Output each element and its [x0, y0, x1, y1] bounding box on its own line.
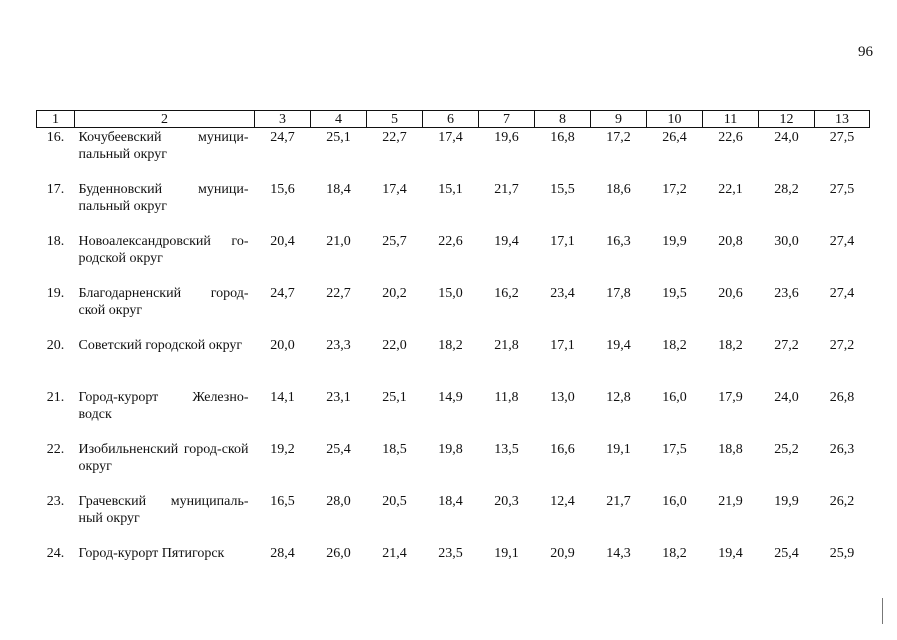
value-cell: 24,0	[774, 390, 799, 405]
value-cell: 20,5	[382, 494, 407, 509]
value-cell: 15,5	[550, 182, 575, 197]
value-cell: 23,1	[326, 390, 351, 405]
column-header: 8	[535, 111, 591, 128]
value-cell: 22,1	[718, 182, 743, 197]
value-cell: 24,0	[774, 130, 799, 145]
column-header: 9	[591, 111, 647, 128]
value-cell: 28,4	[270, 546, 295, 561]
value-cell: 19,6	[494, 130, 519, 145]
value-cell: 26,3	[829, 442, 855, 457]
value-cell: 16,2	[494, 286, 519, 301]
table-row	[37, 284, 870, 336]
value-cell: 21,7	[494, 182, 519, 197]
value-cell: 14,1	[270, 390, 295, 405]
table-row	[37, 440, 870, 492]
value-cell: 17,4	[438, 130, 463, 145]
value-cell: 21,9	[718, 494, 743, 509]
column-header: 13	[815, 111, 870, 128]
value-cell: 23,4	[550, 286, 575, 301]
table-body	[37, 128, 870, 566]
value-cell: 22,7	[326, 286, 351, 301]
row-number: 24.	[46, 546, 65, 561]
row-number: 21.	[46, 390, 65, 405]
value-cell: 25,2	[774, 442, 799, 457]
value-cell: 23,5	[438, 546, 463, 561]
value-cell: 16,0	[662, 494, 687, 509]
value-cell: 21,0	[326, 234, 351, 249]
value-cell: 22,7	[382, 130, 407, 145]
value-cell: 15,6	[270, 182, 295, 197]
value-cell: 19,4	[606, 338, 631, 353]
value-cell: 27,5	[829, 130, 855, 145]
value-cell: 22,6	[718, 130, 743, 145]
value-cell: 15,1	[438, 182, 463, 197]
value-cell: 19,8	[438, 442, 463, 457]
row-number: 19.	[46, 286, 65, 301]
value-cell: 25,1	[382, 390, 407, 405]
value-cell: 16,5	[270, 494, 295, 509]
value-cell: 27,2	[774, 338, 799, 353]
district-name: Грачевский муниципаль-ный округ	[78, 494, 249, 526]
value-cell: 17,9	[718, 390, 743, 405]
column-header: 4	[311, 111, 367, 128]
value-cell: 19,9	[774, 494, 799, 509]
value-cell: 24,7	[270, 130, 295, 145]
value-cell: 25,4	[326, 442, 351, 457]
value-cell: 18,4	[438, 494, 463, 509]
value-cell: 20,6	[718, 286, 743, 301]
value-cell: 17,1	[550, 338, 575, 353]
table-row	[37, 336, 870, 388]
value-cell: 21,7	[606, 494, 631, 509]
value-cell: 27,2	[829, 338, 855, 353]
column-header: 12	[759, 111, 815, 128]
value-cell: 20,2	[382, 286, 407, 301]
value-cell: 26,8	[829, 390, 855, 405]
value-cell: 27,5	[829, 182, 855, 197]
table-row	[37, 492, 870, 544]
value-cell: 26,4	[662, 130, 687, 145]
value-cell: 23,3	[326, 338, 351, 353]
row-number: 22.	[46, 442, 65, 457]
value-cell: 18,6	[606, 182, 631, 197]
value-cell: 15,0	[438, 286, 463, 301]
column-header: 2	[75, 111, 255, 128]
column-header: 7	[479, 111, 535, 128]
table-row	[37, 544, 870, 565]
value-cell: 20,3	[494, 494, 519, 509]
column-header: 6	[423, 111, 479, 128]
column-header: 5	[367, 111, 423, 128]
row-number: 18.	[46, 234, 65, 249]
district-name: Новоалександровский го-родской округ	[78, 234, 249, 266]
value-cell: 19,4	[494, 234, 519, 249]
value-cell: 25,4	[774, 546, 799, 561]
value-cell: 24,7	[270, 286, 295, 301]
value-cell: 20,9	[550, 546, 575, 561]
value-cell: 19,2	[270, 442, 295, 457]
value-cell: 16,8	[550, 130, 575, 145]
value-cell: 27,4	[829, 286, 855, 301]
value-cell: 17,5	[662, 442, 687, 457]
column-header: 11	[703, 111, 759, 128]
value-cell: 14,3	[606, 546, 631, 561]
value-cell: 19,1	[494, 546, 519, 561]
page-number: 96	[858, 44, 873, 60]
value-cell: 18,2	[718, 338, 743, 353]
value-cell: 23,6	[774, 286, 799, 301]
value-cell: 21,8	[494, 338, 519, 353]
column-header: 1	[37, 111, 75, 128]
value-cell: 25,9	[829, 546, 855, 561]
value-cell: 17,4	[382, 182, 407, 197]
value-cell: 14,9	[438, 390, 463, 405]
value-cell: 17,1	[550, 234, 575, 249]
value-cell: 18,4	[326, 182, 351, 197]
value-cell: 11,8	[494, 390, 519, 405]
row-number: 16.	[46, 130, 65, 145]
district-name: Благодарненский город-ской округ	[78, 286, 249, 318]
value-cell: 25,7	[382, 234, 407, 249]
district-name: Город-курорт Железно-водск	[78, 390, 249, 422]
value-cell: 20,8	[718, 234, 743, 249]
value-cell: 28,0	[326, 494, 351, 509]
value-cell: 13,0	[550, 390, 575, 405]
value-cell: 13,5	[494, 442, 519, 457]
value-cell: 16,0	[662, 390, 687, 405]
value-cell: 21,4	[382, 546, 407, 561]
value-cell: 19,1	[606, 442, 631, 457]
data-table	[36, 110, 870, 565]
value-cell: 12,4	[550, 494, 575, 509]
district-name: Кочубеевский муници-пальный округ	[78, 130, 249, 162]
value-cell: 18,2	[662, 546, 687, 561]
column-header: 3	[255, 111, 311, 128]
district-name: Советский городской округ	[78, 338, 243, 353]
row-number: 20.	[46, 338, 65, 353]
value-cell: 17,2	[606, 130, 631, 145]
value-cell: 25,1	[326, 130, 351, 145]
value-cell: 18,5	[382, 442, 407, 457]
value-cell: 28,2	[774, 182, 799, 197]
value-cell: 30,0	[774, 234, 799, 249]
value-cell: 19,4	[718, 546, 743, 561]
value-cell: 16,3	[606, 234, 631, 249]
value-cell: 17,8	[606, 286, 631, 301]
column-header: 10	[647, 111, 703, 128]
value-cell: 27,4	[829, 234, 855, 249]
value-cell: 20,4	[270, 234, 295, 249]
value-cell: 22,0	[382, 338, 407, 353]
table-row	[37, 388, 870, 440]
value-cell: 12,8	[606, 390, 631, 405]
table-row	[37, 180, 870, 232]
district-name: Буденновский муници-пальный округ	[78, 182, 249, 214]
value-cell: 16,6	[550, 442, 575, 457]
value-cell: 26,0	[326, 546, 351, 561]
table-row	[37, 128, 870, 181]
value-cell: 22,6	[438, 234, 463, 249]
value-cell: 26,2	[829, 494, 855, 509]
district-name: Город-курорт Пятигорск	[78, 546, 225, 561]
district-name: Изобильненский город-ской округ	[78, 442, 249, 474]
value-cell: 19,9	[662, 234, 687, 249]
value-cell: 20,0	[270, 338, 295, 353]
value-cell: 19,5	[662, 286, 687, 301]
table-header-row	[37, 111, 870, 128]
row-number: 17.	[46, 182, 65, 197]
value-cell: 17,2	[662, 182, 687, 197]
value-cell: 18,2	[662, 338, 687, 353]
value-cell: 18,8	[718, 442, 743, 457]
row-number: 23.	[46, 494, 65, 509]
value-cell: 18,2	[438, 338, 463, 353]
edge-mark	[882, 598, 883, 624]
table-row	[37, 232, 870, 284]
